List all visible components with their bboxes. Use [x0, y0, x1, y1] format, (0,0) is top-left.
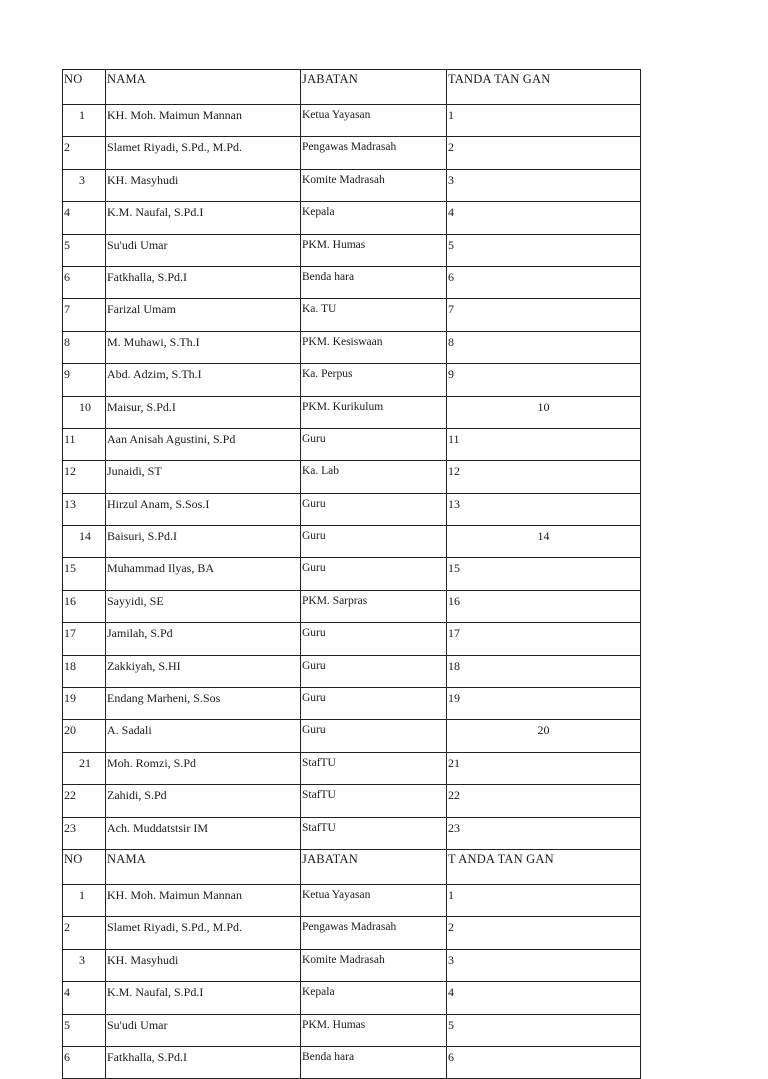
- table-row: [63, 688, 641, 720]
- table-row: [63, 785, 641, 817]
- cell-no: 20: [63, 720, 106, 752]
- cell-no: 14: [63, 526, 106, 558]
- header-nama: NAMA: [106, 849, 301, 884]
- cell-tanda-tangan: 6: [447, 266, 641, 298]
- header-tanda-tangan: T ANDA TAN GAN: [447, 849, 641, 884]
- cell-no: 19: [63, 688, 106, 720]
- table-header-row-repeat: [63, 849, 641, 884]
- cell-nama: Hirzul Anam, S.Sos.I: [106, 493, 301, 525]
- cell-jabatan: StafTU: [301, 817, 447, 849]
- cell-jabatan: PKM. Humas: [301, 1014, 447, 1046]
- cell-tanda-tangan: 18: [447, 655, 641, 687]
- cell-nama: KH. Masyhudi: [106, 169, 301, 201]
- cell-nama: Sayyidi, SE: [106, 590, 301, 622]
- table-row: [63, 884, 641, 916]
- cell-nama: Muhammad Ilyas, BA: [106, 558, 301, 590]
- cell-jabatan: StafTU: [301, 752, 447, 784]
- cell-nama: K.M. Naufal, S.Pd.I: [106, 202, 301, 234]
- cell-tanda-tangan: 12: [447, 461, 641, 493]
- cell-jabatan: Ka. Perpus: [301, 364, 447, 396]
- cell-no: 5: [63, 234, 106, 266]
- cell-nama: Slamet Riyadi, S.Pd., M.Pd.: [106, 137, 301, 169]
- cell-nama: KH. Moh. Maimun Mannan: [106, 884, 301, 916]
- cell-jabatan: Ketua Yayasan: [301, 884, 447, 916]
- cell-jabatan: StafTU: [301, 785, 447, 817]
- table-row: [63, 590, 641, 622]
- cell-no: 12: [63, 461, 106, 493]
- cell-jabatan: Komite Madrasah: [301, 169, 447, 201]
- cell-nama: K.M. Naufal, S.Pd.I: [106, 982, 301, 1014]
- table-row: [63, 949, 641, 981]
- table-row: [63, 817, 641, 849]
- cell-jabatan: Komite Madrasah: [301, 949, 447, 981]
- table-row: [63, 137, 641, 169]
- cell-nama: Su'udi Umar: [106, 234, 301, 266]
- cell-no: 22: [63, 785, 106, 817]
- cell-no: 21: [63, 752, 106, 784]
- cell-nama: Endang Marheni, S.Sos: [106, 688, 301, 720]
- table-row: [63, 461, 641, 493]
- cell-tanda-tangan: 7: [447, 299, 641, 331]
- cell-tanda-tangan: 1: [447, 105, 641, 137]
- cell-tanda-tangan: 5: [447, 1014, 641, 1046]
- table-row: [63, 1014, 641, 1046]
- cell-nama: KH. Moh. Maimun Mannan: [106, 105, 301, 137]
- cell-tanda-tangan: 4: [447, 202, 641, 234]
- cell-jabatan: Guru: [301, 526, 447, 558]
- cell-jabatan: Benda hara: [301, 266, 447, 298]
- cell-no: 2: [63, 137, 106, 169]
- table-row: [63, 917, 641, 949]
- table-row: [63, 364, 641, 396]
- table-row: [63, 331, 641, 363]
- header-jabatan: JABATAN: [301, 849, 447, 884]
- cell-tanda-tangan: 17: [447, 623, 641, 655]
- table-row: [63, 266, 641, 298]
- cell-no: 11: [63, 428, 106, 460]
- table-row: [63, 982, 641, 1014]
- cell-tanda-tangan: 16: [447, 590, 641, 622]
- header-no: NO: [63, 70, 106, 105]
- cell-tanda-tangan: 23: [447, 817, 641, 849]
- cell-jabatan: Ka. Lab: [301, 461, 447, 493]
- cell-no: 6: [63, 1046, 106, 1078]
- cell-nama: Ach. Muddatstsir IM: [106, 817, 301, 849]
- cell-jabatan: Guru: [301, 720, 447, 752]
- cell-tanda-tangan: 20: [447, 720, 641, 752]
- cell-nama: Baisuri, S.Pd.I: [106, 526, 301, 558]
- cell-jabatan: PKM. Kesiswaan: [301, 331, 447, 363]
- cell-jabatan: Ketua Yayasan: [301, 105, 447, 137]
- cell-tanda-tangan: 2: [447, 917, 641, 949]
- cell-jabatan: PKM. Kurikulum: [301, 396, 447, 428]
- cell-jabatan: Ka. TU: [301, 299, 447, 331]
- cell-tanda-tangan: 4: [447, 982, 641, 1014]
- cell-nama: Zakkiyah, S.HI: [106, 655, 301, 687]
- cell-no: 18: [63, 655, 106, 687]
- cell-nama: Fatkhalla, S.Pd.I: [106, 266, 301, 298]
- cell-tanda-tangan: 22: [447, 785, 641, 817]
- cell-nama: Su'udi Umar: [106, 1014, 301, 1046]
- table-row: [63, 299, 641, 331]
- cell-no: 4: [63, 982, 106, 1014]
- cell-no: 2: [63, 917, 106, 949]
- table-row: [63, 202, 641, 234]
- cell-tanda-tangan: 5: [447, 234, 641, 266]
- header-jabatan: JABATAN: [301, 70, 447, 105]
- cell-no: 17: [63, 623, 106, 655]
- cell-no: 7: [63, 299, 106, 331]
- table-row: [63, 752, 641, 784]
- cell-tanda-tangan: 3: [447, 169, 641, 201]
- cell-jabatan: Guru: [301, 623, 447, 655]
- cell-jabatan: Guru: [301, 428, 447, 460]
- cell-tanda-tangan: 10: [447, 396, 641, 428]
- cell-no: 23: [63, 817, 106, 849]
- cell-tanda-tangan: 2: [447, 137, 641, 169]
- cell-jabatan: Kepala: [301, 982, 447, 1014]
- table-row: [63, 558, 641, 590]
- table-row: [63, 105, 641, 137]
- cell-nama: Farizal Umam: [106, 299, 301, 331]
- cell-tanda-tangan: 11: [447, 428, 641, 460]
- cell-no: 15: [63, 558, 106, 590]
- cell-nama: Zahidi, S.Pd: [106, 785, 301, 817]
- table-row: [63, 655, 641, 687]
- cell-no: 8: [63, 331, 106, 363]
- cell-no: 13: [63, 493, 106, 525]
- cell-no: 16: [63, 590, 106, 622]
- table-row: [63, 428, 641, 460]
- cell-jabatan: Benda hara: [301, 1046, 447, 1078]
- header-no: NO: [63, 849, 106, 884]
- cell-tanda-tangan: 13: [447, 493, 641, 525]
- cell-jabatan: Pengawas Madrasah: [301, 917, 447, 949]
- table-row: [63, 169, 641, 201]
- cell-no: 6: [63, 266, 106, 298]
- cell-nama: Slamet Riyadi, S.Pd., M.Pd.: [106, 917, 301, 949]
- cell-jabatan: Guru: [301, 655, 447, 687]
- cell-jabatan: PKM. Humas: [301, 234, 447, 266]
- cell-no: 1: [63, 884, 106, 916]
- staff-signature-table: [62, 69, 641, 1079]
- cell-nama: Maisur, S.Pd.I: [106, 396, 301, 428]
- cell-no: 1: [63, 105, 106, 137]
- cell-no: 9: [63, 364, 106, 396]
- cell-tanda-tangan: 15: [447, 558, 641, 590]
- cell-jabatan: Guru: [301, 558, 447, 590]
- cell-nama: Junaidi, ST: [106, 461, 301, 493]
- cell-no: 10: [63, 396, 106, 428]
- table-row: [63, 1046, 641, 1078]
- table-row: [63, 720, 641, 752]
- table-row: [63, 493, 641, 525]
- cell-nama: M. Muhawi, S.Th.I: [106, 331, 301, 363]
- cell-tanda-tangan: 6: [447, 1046, 641, 1078]
- cell-no: 3: [63, 949, 106, 981]
- cell-nama: Jamilah, S.Pd: [106, 623, 301, 655]
- cell-jabatan: Kepala: [301, 202, 447, 234]
- cell-jabatan: PKM. Sarpras: [301, 590, 447, 622]
- cell-jabatan: Guru: [301, 493, 447, 525]
- table-body: [63, 70, 641, 1079]
- cell-no: 3: [63, 169, 106, 201]
- cell-tanda-tangan: 19: [447, 688, 641, 720]
- cell-nama: A. Sadali: [106, 720, 301, 752]
- cell-tanda-tangan: 21: [447, 752, 641, 784]
- cell-nama: Abd. Adzim, S.Th.I: [106, 364, 301, 396]
- cell-nama: Fatkhalla, S.Pd.I: [106, 1046, 301, 1078]
- table-row: [63, 623, 641, 655]
- cell-jabatan: Guru: [301, 688, 447, 720]
- cell-nama: KH. Masyhudi: [106, 949, 301, 981]
- cell-tanda-tangan: 3: [447, 949, 641, 981]
- cell-tanda-tangan: 14: [447, 526, 641, 558]
- cell-nama: Aan Anisah Agustini, S.Pd: [106, 428, 301, 460]
- cell-jabatan: Pengawas Madrasah: [301, 137, 447, 169]
- cell-no: 5: [63, 1014, 106, 1046]
- header-tanda-tangan: TANDA TAN GAN: [447, 70, 641, 105]
- cell-tanda-tangan: 8: [447, 331, 641, 363]
- table-row: [63, 234, 641, 266]
- cell-tanda-tangan: 9: [447, 364, 641, 396]
- cell-tanda-tangan: 1: [447, 884, 641, 916]
- cell-no: 4: [63, 202, 106, 234]
- cell-nama: Moh. Romzi, S.Pd: [106, 752, 301, 784]
- table-row: [63, 396, 641, 428]
- table-header-row: [63, 70, 641, 105]
- header-nama: NAMA: [106, 70, 301, 105]
- table-row: [63, 526, 641, 558]
